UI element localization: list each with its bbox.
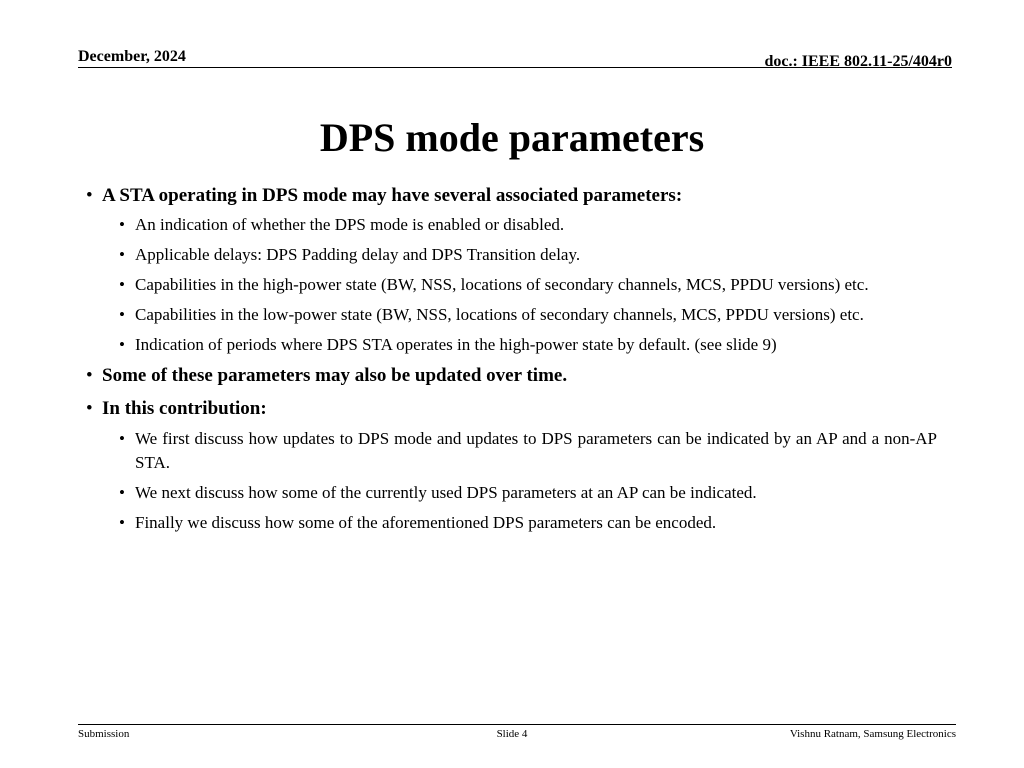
bullet-1-text: A STA operating in DPS mode may have several associated parameters: — [102, 185, 683, 206]
footer-slide-number: Slide 4 — [496, 728, 528, 740]
bullet-dot: • — [86, 398, 93, 419]
sub-bullet-dot: • — [119, 429, 125, 448]
sub-bullet-dot: • — [119, 245, 125, 264]
sub-bullet-text: Finally we discuss how some of the aforementioned DPS parameters can be encoded. — [135, 513, 717, 532]
footer-divider — [78, 724, 956, 725]
sub-bullet-text: Applicable delays: DPS Padding delay and DPS Transition delay. — [135, 245, 581, 264]
sub-bullet-1-2 — [119, 243, 937, 267]
bullet-1 — [86, 184, 937, 208]
footer-submission: Submission — [78, 728, 130, 740]
slide-content — [86, 184, 937, 535]
sub-bullet-text: Capabilities in the low-power state (BW, NSS, locations of secondary channels, MCS, PPDU versions) etc. — [135, 305, 864, 324]
sub-bullet-dot: • — [119, 305, 125, 324]
footer-author: Vishnu Ratnam, Samsung Electronics — [789, 728, 956, 740]
sub-bullet-text: An indication of whether the DPS mode is enabled or disabled. — [135, 215, 565, 234]
sub-bullet-dot: • — [119, 513, 125, 532]
sub-bullet-1-5 — [119, 333, 937, 357]
bullet-2-text: Some of these parameters may also be updated over time. — [102, 365, 568, 386]
sub-bullet-text: Indication of periods where DPS STA operates in the high-power state by default. (see slide 9) — [135, 335, 777, 354]
bullet-2 — [86, 364, 937, 388]
sub-bullet-1-3 — [119, 273, 937, 297]
sub-bullet-text: Capabilities in the high-power state (BW, NSS, locations of secondary channels, MCS, PPDU versions) etc. — [135, 275, 869, 294]
slide-title: DPS mode parameters — [319, 115, 705, 160]
bullet-dot: • — [86, 365, 93, 386]
sub-bullet-dot: • — [119, 215, 125, 234]
bullet-3 — [86, 397, 937, 421]
sub-bullet-3-1 — [119, 427, 937, 475]
sub-bullet-1-1 — [119, 213, 937, 237]
header-date: December, 2024 — [78, 48, 186, 65]
bullet-3-text: In this contribution: — [102, 398, 267, 419]
sub-bullet-3-2 — [119, 481, 937, 505]
bullet-dot: • — [86, 185, 93, 206]
sub-bullet-1-4 — [119, 303, 937, 327]
header-divider — [78, 67, 952, 68]
sub-bullet-text: We next discuss how some of the currently used DPS parameters at an AP can be indicated. — [135, 483, 757, 502]
header-doc-id: doc.: IEEE 802.11-25/404r0 — [764, 53, 952, 70]
sub-bullet-dot: • — [119, 335, 125, 354]
sub-bullet-3-3 — [119, 511, 937, 535]
sub-bullet-dot: • — [119, 275, 125, 294]
sub-bullet-dot: • — [119, 483, 125, 502]
sub-bullet-text: We first discuss how updates to DPS mode and updates to DPS parameters can be indicated by an AP and a non-AP STA. — [135, 429, 937, 472]
